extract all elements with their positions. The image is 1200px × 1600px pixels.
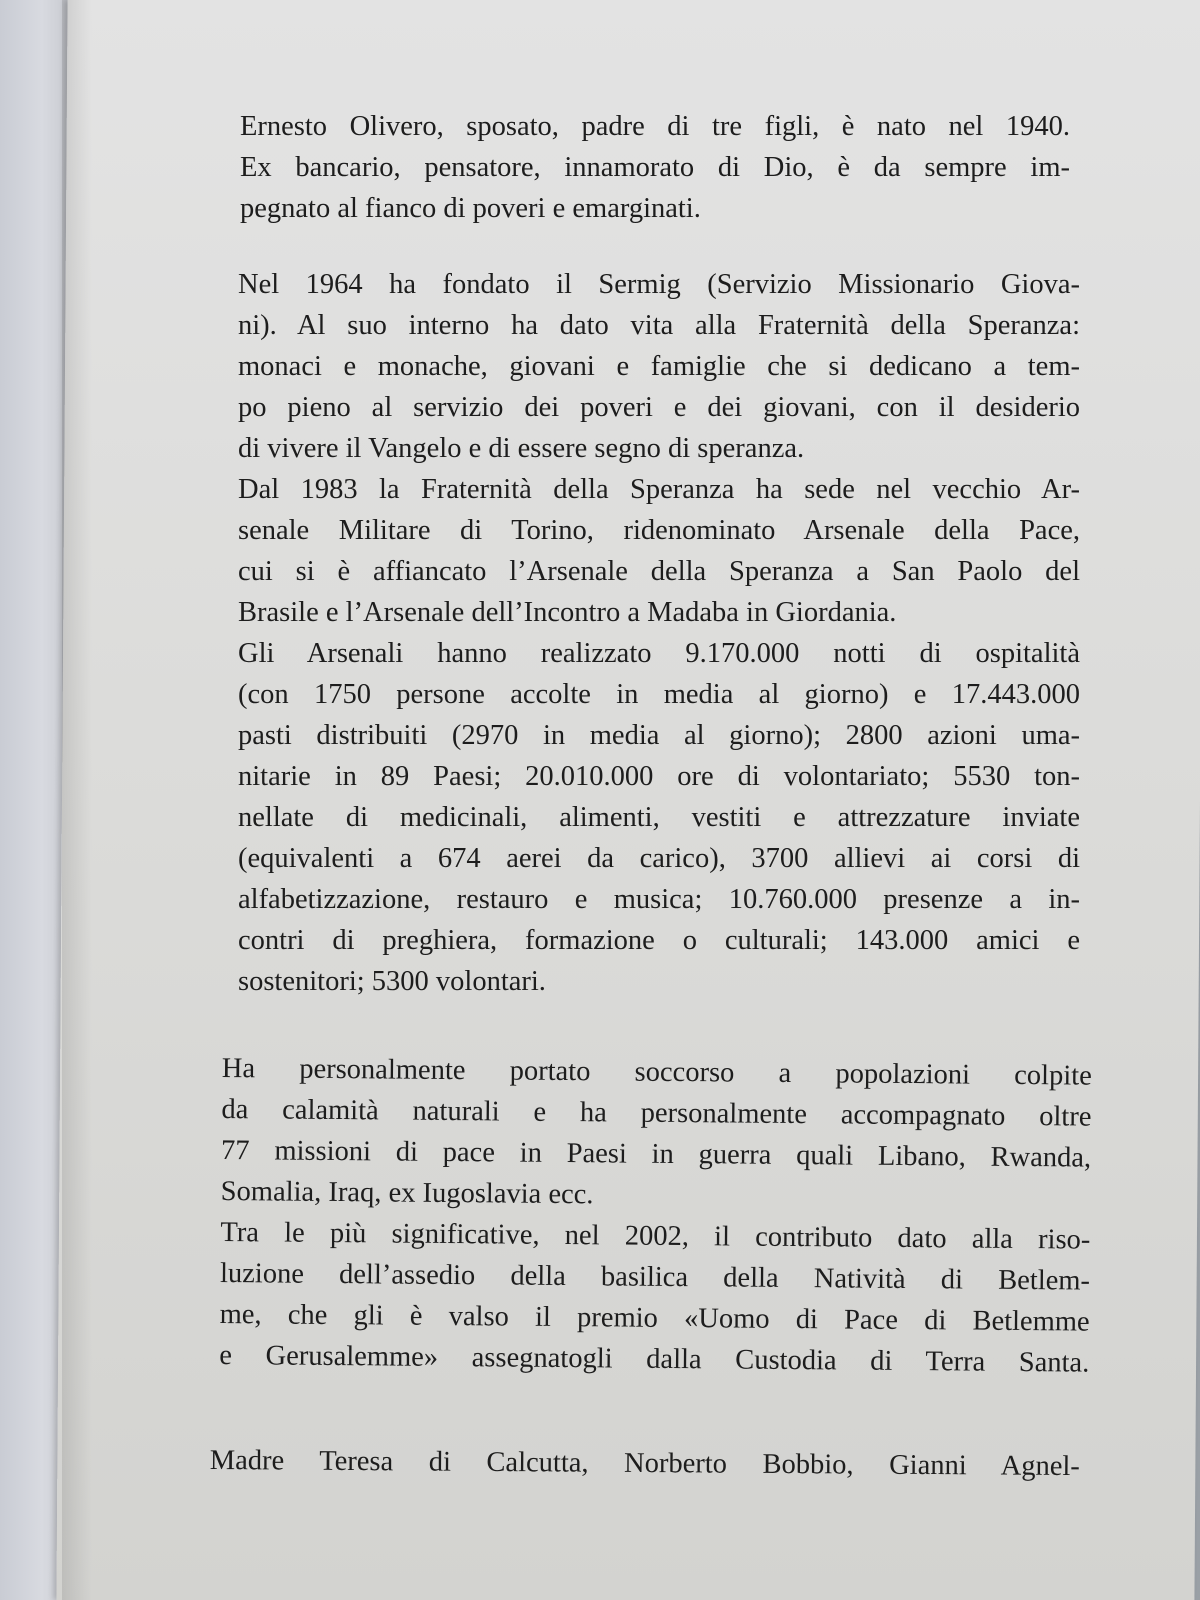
text-line: Ha personalmente portato soccorso a popolazioni colpite — [221, 1052, 1092, 1092]
text-line: cui si è affiancato l’Arsenale della Speranza a San Paolo del — [238, 556, 1080, 587]
text-line: nitarie in 89 Paesi; 20.010.000 ore di volontariato; 5530 ton- — [238, 761, 1080, 792]
text-line: Dal 1983 la Fraternità della Speranza ha sede nel vecchio Ar- — [238, 474, 1080, 505]
text-line: contri di preghiera, formazione o culturali; 143.000 amici e — [238, 925, 1080, 956]
text-line: po pieno al servizio dei poveri e dei giovani, con il desiderio — [238, 392, 1080, 423]
text-line: (con 1750 persone accolte in media al giorno) e 17.443.000 — [238, 679, 1080, 710]
text-line: luzione dell’assedio della basilica della Natività di Betlem- — [219, 1257, 1091, 1297]
text-line: pasti distribuiti (2970 in media al giorno); 2800 azioni uma- — [238, 720, 1080, 751]
text-line: Tra le più significative, nel 2002, il contributo dato alla riso- — [220, 1216, 1091, 1256]
text-line: da calamità naturali e ha personalmente accompagnato oltre — [221, 1093, 1092, 1133]
text-line: Ex bancario, pensatore, innamorato di Dio, è da sempre im- — [240, 152, 1070, 183]
paragraph-sermig — [238, 264, 1080, 1002]
text-line: Somalia, Iraq, ex Iugoslavia ecc. — [220, 1175, 594, 1211]
page-edge-shadow — [62, 0, 92, 1600]
paragraph-continuation — [210, 1440, 1080, 1487]
text-line: 77 missioni di pace in Paesi in guerra quali Libano, Rwanda, — [220, 1134, 1092, 1174]
text-line: di vivere il Vangelo e di essere segno di speranza. — [238, 433, 805, 464]
text-line: me, che gli è valso il premio «Uomo di Pace di Betlemme — [219, 1298, 1090, 1338]
text-line: nellate di medicinali, alimenti, vestiti e attrezzature inviate — [238, 802, 1080, 833]
text-line: alfabetizzazione, restauro e musica; 10.760.000 presenze a in- — [238, 884, 1080, 915]
text-line: sostenitori; 5300 volontari. — [238, 966, 546, 997]
paragraph-peace-missions — [219, 1048, 1092, 1384]
text-line: pegnato al fianco di poveri e emarginati. — [240, 193, 701, 224]
text-line: monaci e monache, giovani e famiglie che si dedicano a tem- — [238, 351, 1080, 382]
text-line: e Gerusalemme» assegnatogli dalla Custodia di Terra Santa. — [219, 1339, 1090, 1379]
text-line: Ernesto Olivero, sposato, padre di tre figli, è nato nel 1940. — [240, 111, 1070, 142]
text-line: Madre Teresa di Calcutta, Norberto Bobbio, Gianni Agnel- — [209, 1444, 1080, 1483]
text-line: Brasile e l’Arsenale dell’Incontro a Madaba in Giordania. — [238, 597, 897, 628]
text-line: ni). Al suo interno ha dato vita alla Fraternità della Speranza: — [238, 310, 1080, 341]
text-line: Gli Arsenali hanno realizzato 9.170.000 notti di ospitalità — [238, 638, 1080, 669]
text-line: (equivalenti a 674 aerei da carico), 3700 allievi ai corsi di — [238, 843, 1080, 874]
text-line: Nel 1964 ha fondato il Sermig (Servizio Missionario Giova- — [238, 269, 1080, 300]
paragraph-biography-intro — [240, 106, 1070, 229]
text-line: senale Militare di Torino, ridenominato Arsenale della Pace, — [238, 515, 1080, 546]
